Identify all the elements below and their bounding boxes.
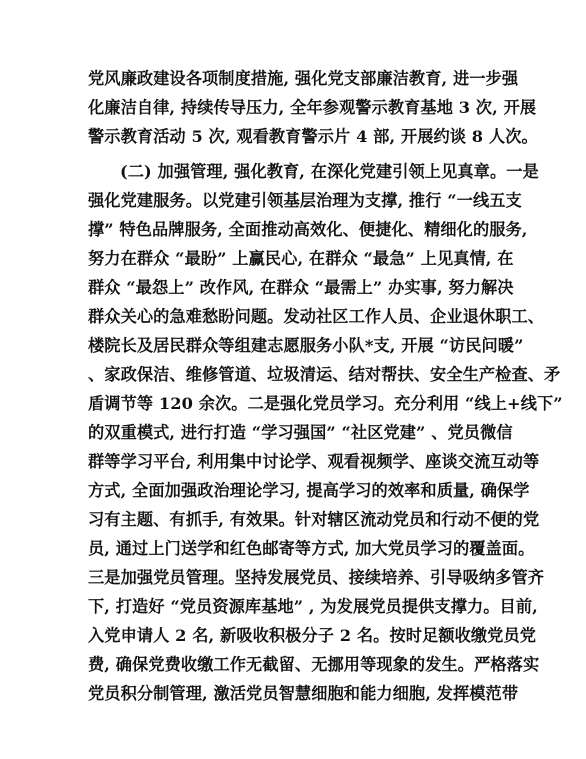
text-line: 群众 “最怨上” 改作风, 在群众 “最需上” 办实事, 努力解决 xyxy=(88,278,514,297)
text-line: 党员积分制管理, 激活党员智慧细胞和能力细胞, 发挥模范带 xyxy=(88,684,519,703)
text-line: 的双重模式, 进行打造 “学习强国” “社区党建” 、党员微信 xyxy=(88,423,513,442)
text-line: 群等学习平台, 利用集中讨论学、观看视频学、座谈交流互动等 xyxy=(88,452,540,471)
text-line: 努力在群众 “最盼” 上赢民心, 在群众 “最急” 上见真情, 在 xyxy=(88,249,514,268)
text-line: 群众关心的急难愁盼问题。发动社区工作人员、企业退休职工、 xyxy=(88,307,545,326)
text-line: 习有主题、有抓手, 有效果。针对辖区流动党员和行动不便的党 xyxy=(88,510,540,529)
text-line: 强化党建服务。以党建引领基层治理为支撑, 推行 “一线五支 xyxy=(88,191,522,210)
section-heading-line: (二) 加强管理, 强化教育, 在深化党建引领上见真章。一是 xyxy=(120,162,539,181)
text-line: 入党申请人 2 名, 新吸收积极分子 2 名。按时足额收缴党员党 xyxy=(88,626,537,645)
paragraph-1 xyxy=(88,64,538,151)
text-line: 楼院长及居民群众等组建志愿服务小队*支, 开展 “访民问暖” xyxy=(88,336,524,355)
text-line: 撑” 特色品牌服务, 全面推动高效化、便捷化、精细化的服务, xyxy=(88,220,528,239)
text-line: 警示教育活动 5 次, 观看教育警示片 4 部, 开展约谈 8 人次。 xyxy=(88,127,538,146)
text-line: 员, 通过上门送学和红色邮寄等方式, 加大党员学习的覆盖面。 xyxy=(88,539,535,558)
paragraph-2 xyxy=(88,157,563,708)
text-line: 、家政保洁、维修管道、垃圾清运、结对帮扶、安全生产检查、矛 xyxy=(88,365,561,384)
text-line: 三是加强党员管理。坚持发展党员、接续培养、引导吸纳多管齐 xyxy=(88,568,545,587)
text-line: 盾调节等 120 余次。二是强化党员学习。充分利用 “线上+线下” xyxy=(88,394,563,413)
text-line: 方式, 全面加强政治理论学习, 提高学习的效率和质量, 确保学 xyxy=(88,481,530,500)
text-line: 党风廉政建设各项制度措施, 强化党支部廉洁教育, 进一步强 xyxy=(88,69,519,88)
text-line: 化廉洁自律, 持续传导压力, 全年参观警示教育基地 3 次, 开展 xyxy=(88,98,537,117)
text-line: 费, 确保党费收缴工作无截留、无挪用等现象的发生。严格落实 xyxy=(88,655,540,674)
text-line: 下, 打造好 “党员资源库基地” , 为发展党员提供支撑力。目前, xyxy=(88,597,538,616)
body-text xyxy=(88,64,563,708)
